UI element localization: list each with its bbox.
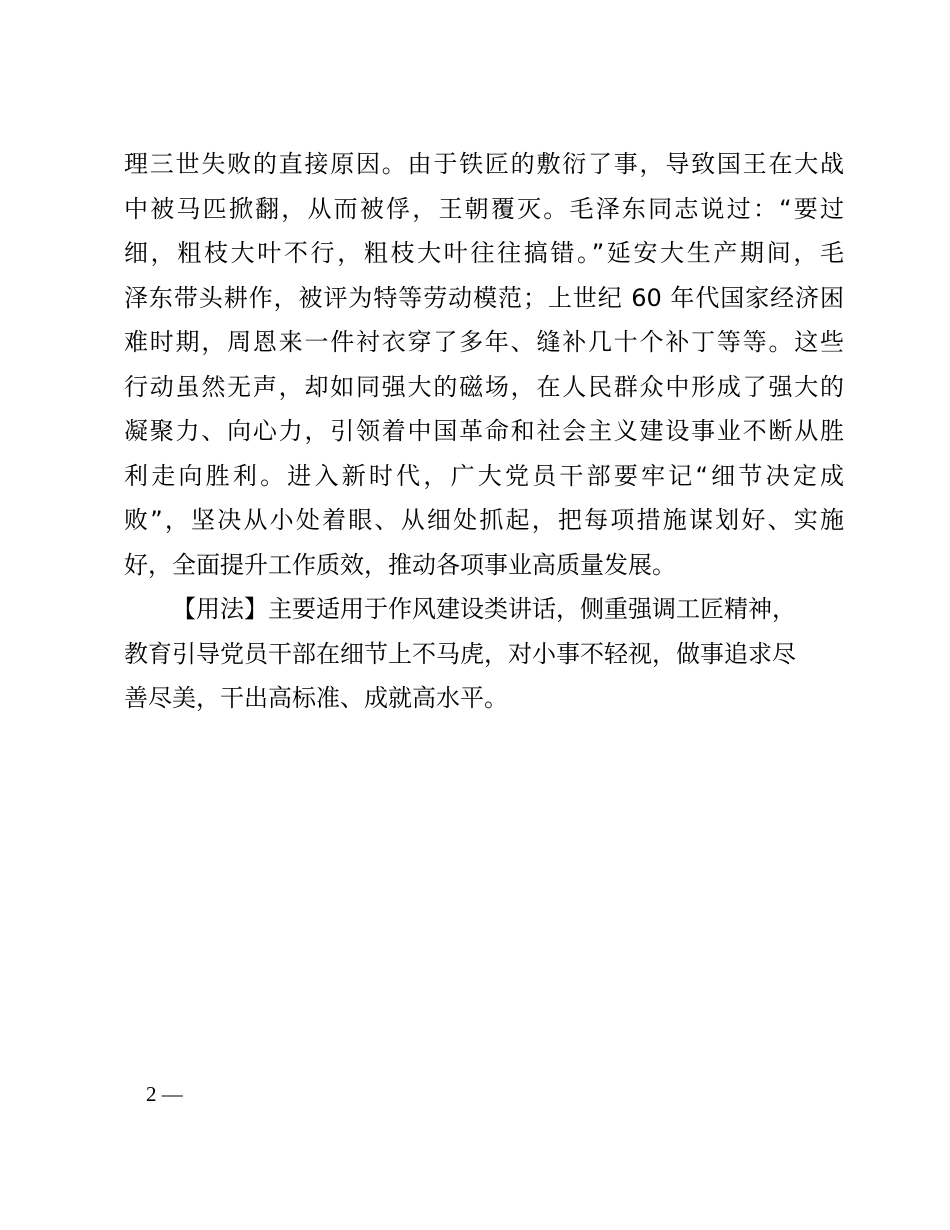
page-number: 2 — (146, 1082, 183, 1106)
paragraph-line: 好，全面提升工作质效，推动各项事业高质量发展。 (124, 550, 676, 579)
paragraph-1 (124, 142, 844, 587)
paragraph-line: 细，粗枝大叶不行，粗枝大叶往往搞错。”延安大生产期间，毛 (124, 239, 844, 267)
paragraph-line: 教育引导党员干部在细节上不马虎，对小事不轻视，做事追求尽 (124, 639, 796, 668)
paragraph-line: 善尽美，干出高标准、成就高水平。 (124, 684, 508, 712)
paragraph-line: 败”，坚决从小处着眼、从细处抓起，把每项措施谋划好、实施 (124, 506, 844, 534)
paragraph-line: 利走向胜利。进入新时代，广大党员干部要牢记“细节决定成 (124, 461, 844, 490)
body-text (124, 142, 844, 721)
paragraph-2 (124, 587, 844, 721)
paragraph-line: 泽东带头耕作，被评为特等劳动模范；上世纪 60 年代国家经济困 (124, 283, 844, 312)
paragraph-line: 【用法】主要适用于作风建设类讲话，侧重强调工匠精神， (172, 595, 796, 623)
paragraph-line: 中被马匹掀翻，从而被俘，王朝覆灭。毛泽东同志说过：“要过 (124, 194, 844, 223)
paragraph-line: 行动虽然无声，却如同强大的磁场，在人民群众中形成了强大的 (124, 372, 844, 401)
paragraph-line: 理三世失败的直接原因。由于铁匠的敷衍了事，导致国王在大战 (124, 150, 844, 178)
paragraph-line: 凝聚力、向心力，引领着中国革命和社会主义建设事业不断从胜 (124, 417, 844, 445)
paragraph-line: 难时期，周恩来一件衬衣穿了多年、缝补几十个补丁等等。这些 (124, 328, 844, 356)
